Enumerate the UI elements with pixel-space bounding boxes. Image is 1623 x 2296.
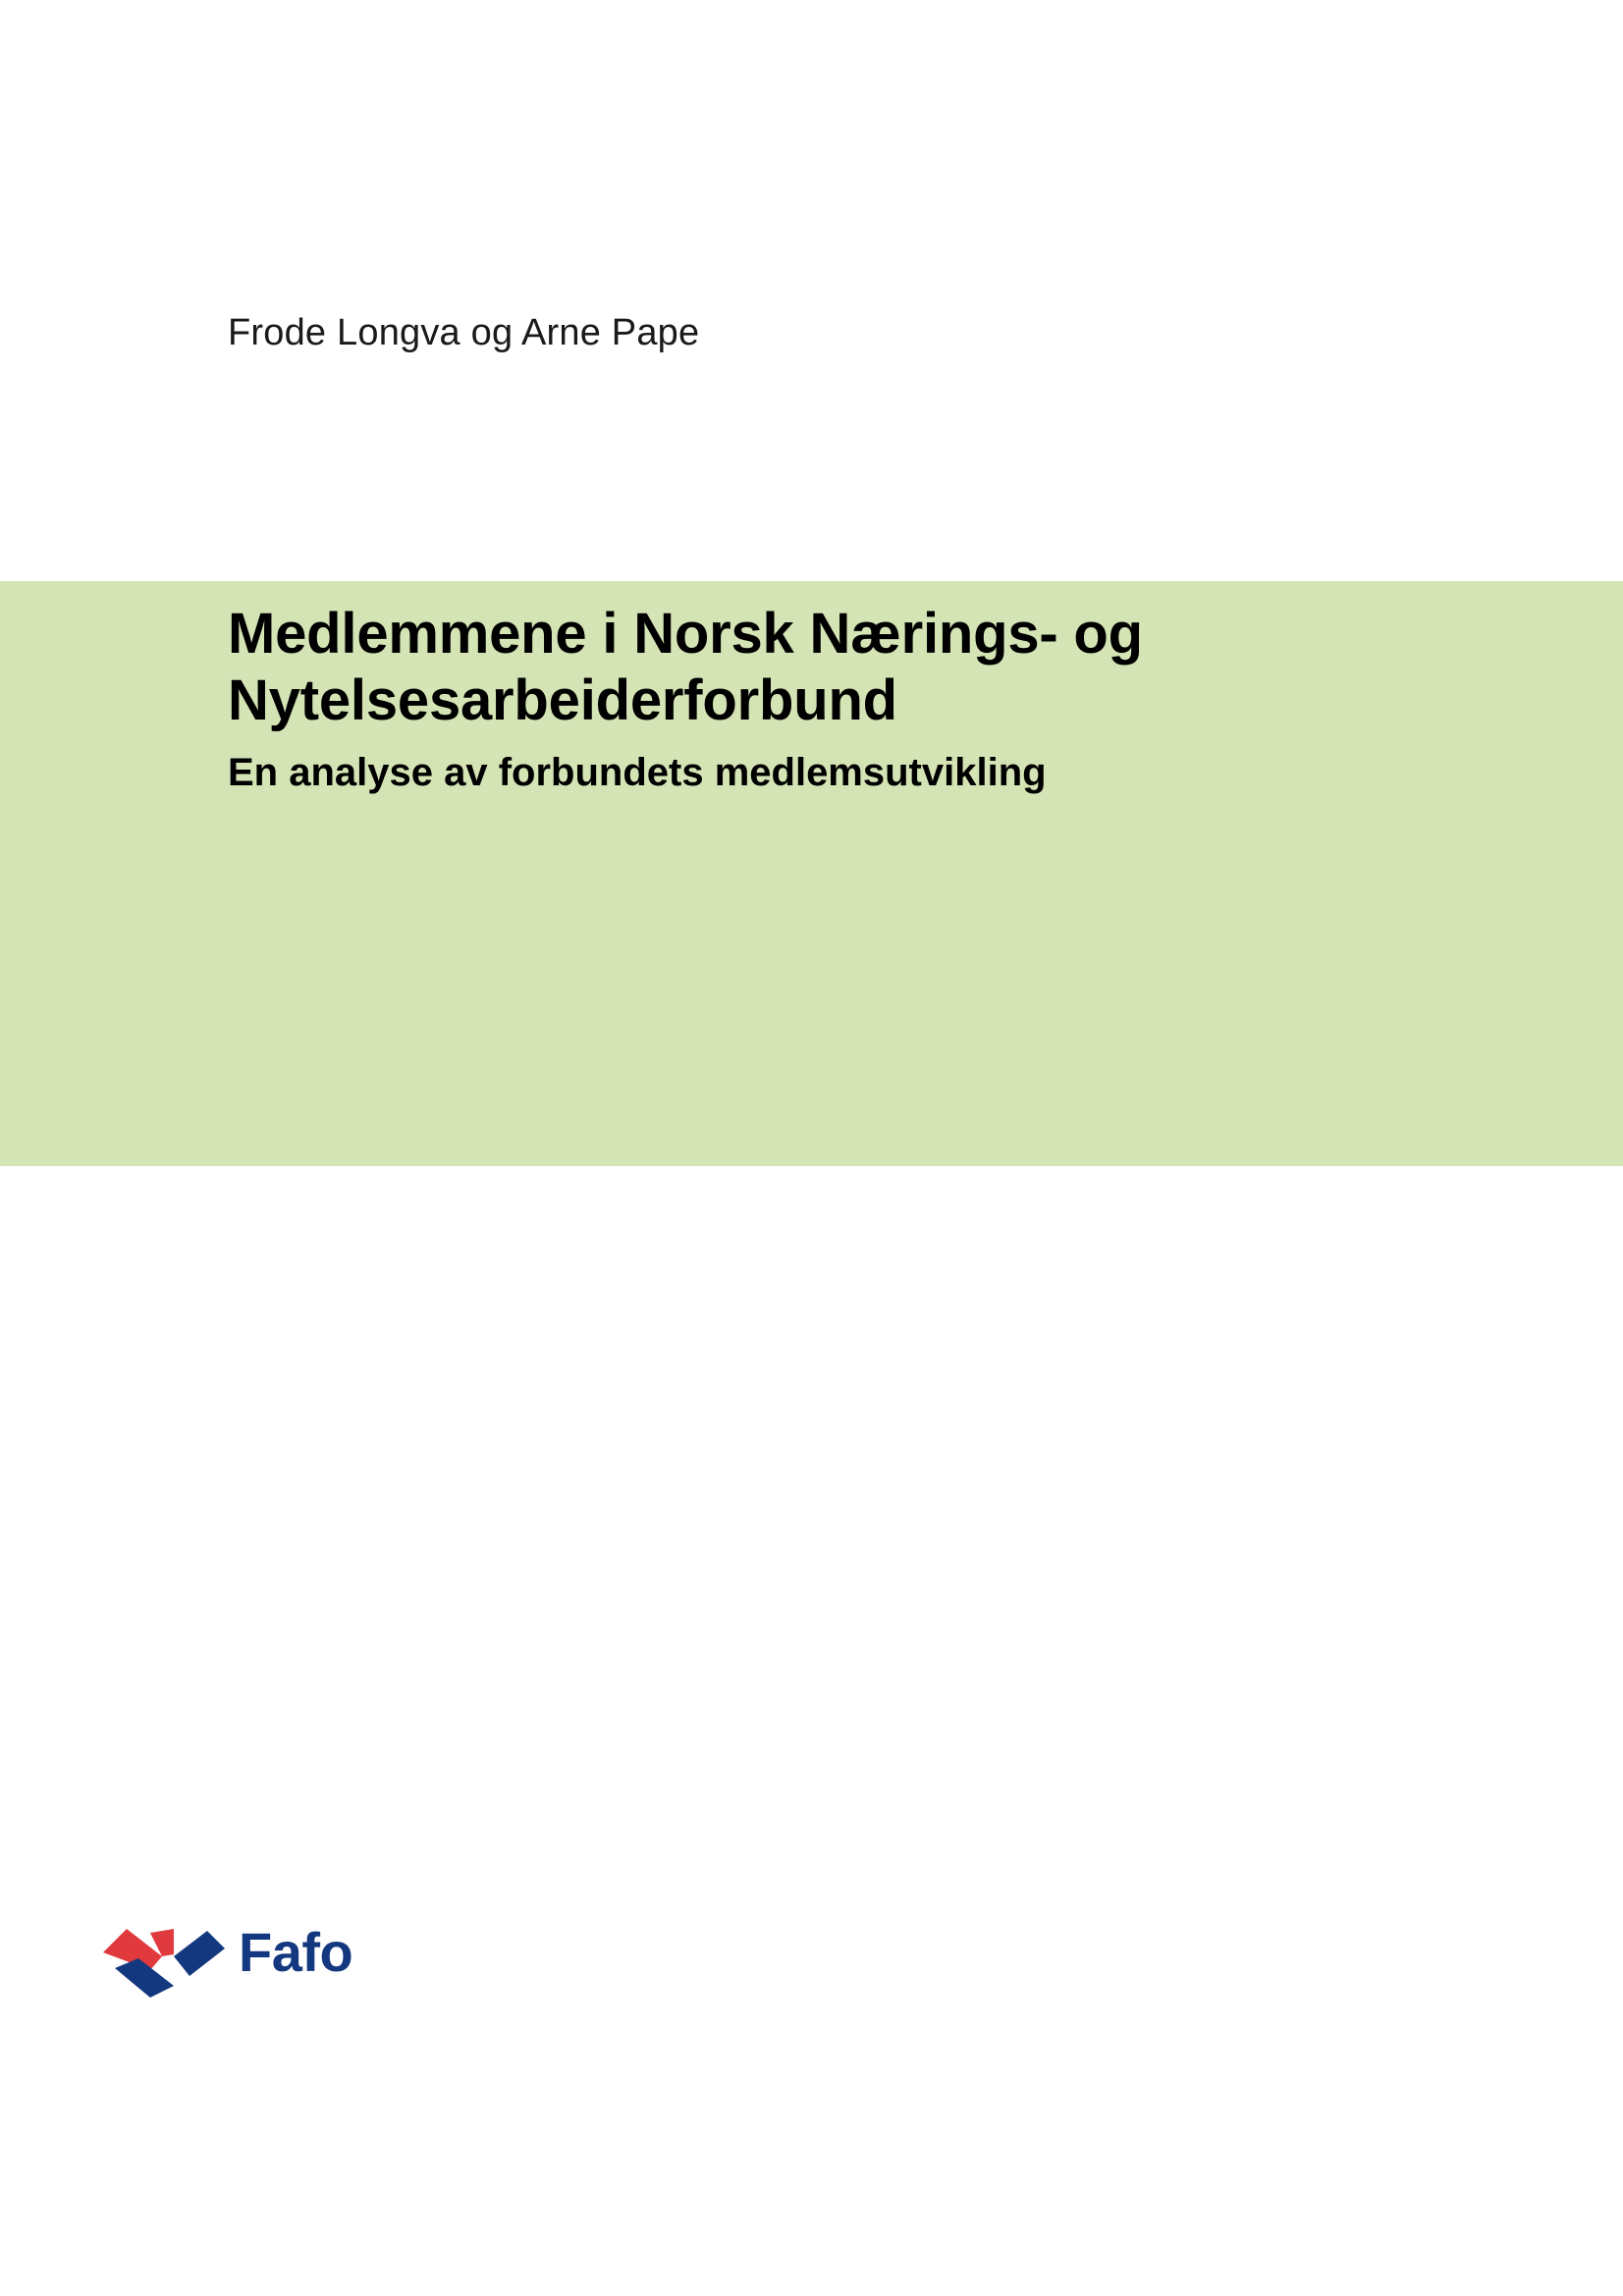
title-block (228, 601, 1504, 796)
publisher-name: Fafo (239, 1921, 353, 1983)
fafo-logo-icon (101, 1927, 227, 2000)
authors-line: Frode Longva og Arne Pape (228, 312, 700, 353)
publisher-logo (101, 1919, 376, 2007)
title-band (0, 581, 1623, 1166)
title-line-2: Nytelsesarbeiderforbund (228, 668, 897, 733)
page-title (228, 601, 1504, 735)
page-subtitle: En analyse av forbundets medlemsutvikling (228, 750, 1047, 794)
title-line-1: Medlemmene i Norsk Nærings- og (228, 602, 1143, 666)
